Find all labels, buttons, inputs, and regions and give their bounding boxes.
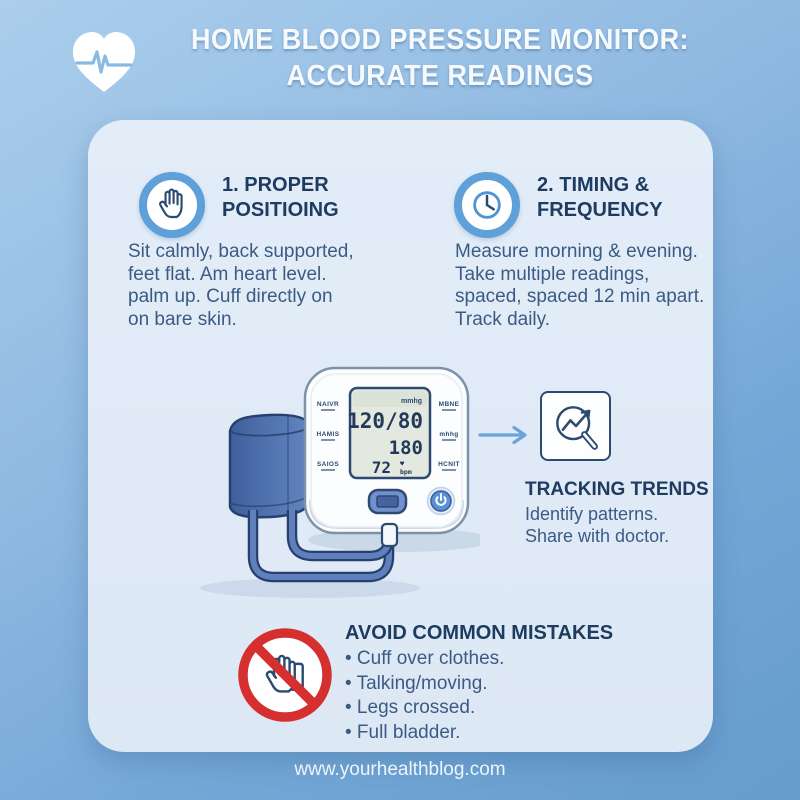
power-button [428,488,455,515]
lcd-display [347,388,430,478]
tracking-line: Share with doctor. [525,526,670,546]
device-label-right-2: mhhg [439,431,459,438]
device-label-left-1: NAIVR [316,401,340,408]
heart-ekg-icon [66,26,142,98]
step1-body-line: palm up. Cuff directly on [128,286,333,307]
trend-analysis-badge [540,391,611,461]
clock-icon-badge [454,172,520,238]
lcd-unit-top: mmhg [401,398,422,405]
page-title [150,22,730,94]
step2-heading-line1: 2. TIMING & [537,174,650,196]
step2-heading-line2: FREQUENCY [537,199,663,221]
mistake-item: • Cuff over clothes. [345,648,505,669]
mistakes-list [345,647,504,745]
flow-arrow-icon [478,424,536,446]
mistakes-title: AVOID COMMON MISTAKES [345,622,614,644]
step2-body-line: Measure morning & evening. [455,241,698,262]
lcd-pulse-heart-icon: ♥ [400,460,405,468]
device-mode-button [369,490,406,513]
step1-body-line: on bare skin. [128,308,237,330]
tracking-line: Identify patterns. [525,504,659,524]
device-label-right-1: MBNE [438,401,460,408]
step2-body [455,241,704,331]
step2-body-line: spaced, spaced 12 min apart. [455,286,705,307]
lcd-secondary-reading: 180 [388,437,423,459]
device-label-right-3: HCNIT [438,461,460,468]
lcd-pulse-unit: bpm [400,468,412,476]
device-label-left-3: SAIOS [316,461,340,468]
hand-icon-badge [139,172,205,238]
footer-url: www.yourhealthblog.com [294,759,506,780]
step2-heading [537,173,663,223]
mistake-item: • Talking/moving. [345,672,488,694]
tube-connector [382,524,397,546]
tracking-trends-title: TRACKING TRENDS [525,479,709,500]
clock-icon [468,186,506,224]
step2-body-line: Take multiple readings, [455,263,650,285]
blood-pressure-monitor-illustration [150,360,480,605]
tracking-trends-body [525,503,669,547]
step1-body [128,241,354,331]
mistake-item: • Full bladder. [345,721,461,743]
step1-heading-line1: 1. PROPER [222,174,329,196]
step1-heading-line2: POSITIOING [222,199,339,221]
step1-heading [222,173,339,223]
step2-body-line: Track daily. [455,308,551,330]
step1-body-line: Sit calmly, back supported, [128,241,354,262]
raised-hand-icon [154,185,190,225]
prohibition-hand-icon [236,626,334,724]
lcd-main-reading: 120/80 [347,409,423,433]
page-title-line1: HOME BLOOD PRESSURE MONITOR: [190,24,690,56]
page-title-line2: ACCURATE READINGS [286,60,594,92]
magnifier-trend-icon [548,398,604,454]
mistake-item: • Legs crossed. [345,697,476,718]
lcd-pulse: 72 [371,458,391,477]
device-label-left-2: HAMIS [316,431,340,438]
step1-body-line: feet flat. Am heart level. [128,263,327,285]
